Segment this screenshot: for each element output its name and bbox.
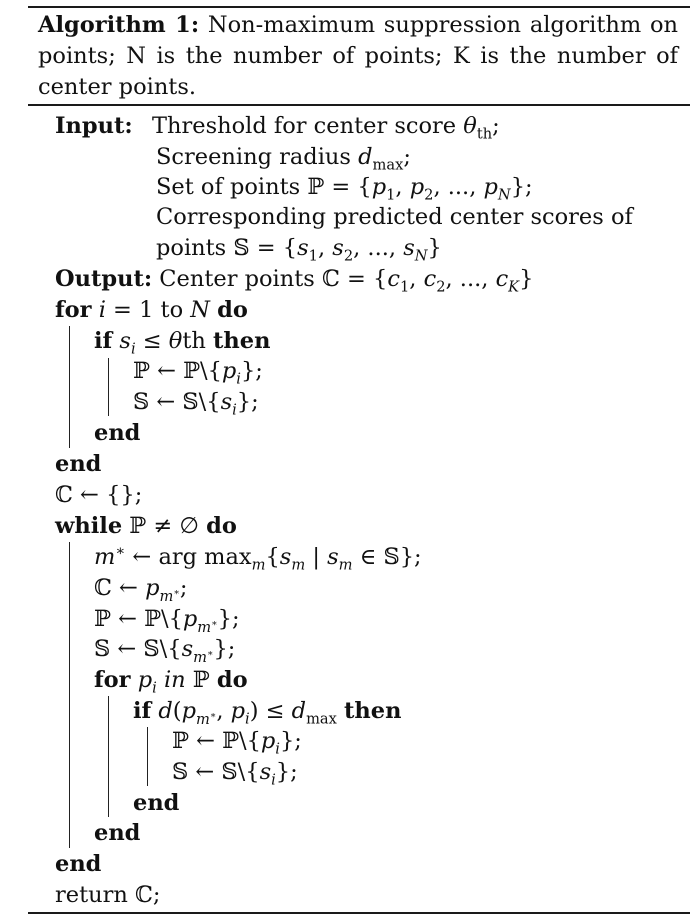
return-line: return ℂ; [55,882,161,908]
input-keyword: Input: [55,113,133,139]
end-if-2: end [133,790,180,816]
end-for-1: end [55,451,102,477]
argmax-line: m∗ ← arg $\max_m\{s_m$ | $s_m$ ∈ 𝕊}; [94,542,422,574]
end-while: end [55,851,102,877]
caption-title: Algorithm 1: [38,12,200,38]
input-radius: Screening radius $d_{max}$; [156,144,411,174]
end-if-1: end [94,420,141,446]
bottom-rule [28,912,690,914]
indent-bar-if-1 [108,358,109,416]
remove-point-2: ℙ ← $ℙ\backslash\{p_i\}$; [172,728,302,758]
indent-bar-if-2 [147,727,148,786]
end-for-2: end [94,820,141,846]
remove-score-1: 𝕊 ← $𝕊\backslash\{s_i\}$; [133,389,259,419]
indent-bar-for-1 [69,326,70,448]
for-line-1: for i = 1 to N do [55,297,248,323]
while-line: while ℙ ≠ ∅ do [55,513,237,539]
input-points: Set of points ℙ = {$p_1$, $p_2$, ..., $p_N$}; [156,174,533,204]
add-center: ℂ ← $p_{m^∗}$; [94,575,188,605]
input-threshold: Threshold for center score $\theta_{th}$; [152,113,500,143]
init-centers: ℂ ← {}; [55,482,143,508]
if-line-2: if $d(p_{m^∗}$, $p_i) \le d_{max}$ then [133,698,402,728]
input-scores-1: Corresponding predicted center scores of [156,204,633,230]
remove-center-point: ℙ ← $ℙ\backslash\{p_{m^∗}\}$; [94,606,240,636]
algorithm-caption [38,10,678,103]
remove-point-1: ℙ ← $ℙ\backslash\{p_i\}$; [133,358,263,388]
input-scores-2: points 𝕊 = {$s_1$, $s_2$, ..., $s_N$} [156,235,442,265]
caption-text: Non-maximum suppression algorithm on points; N is the number of points; K is the number of center points. [38,12,679,100]
indent-bar-for-2 [108,696,109,817]
caption-rule [28,104,690,106]
output-line: Output: Center points ℂ = {$c_1$, $c_2$, ..., $c_K$} [55,266,534,296]
for-line-2: for $p_i$ in ℙ do [94,667,248,697]
remove-score-2: 𝕊 ← $𝕊\backslash\{s_i\}$; [172,759,298,789]
top-rule [28,6,690,8]
if-line-1: if $s_i \le \theta th$ then [94,328,271,358]
remove-center-score: 𝕊 ← $𝕊\backslash\{s_{m^∗}\}$; [94,636,236,666]
indent-bar-while [69,542,70,848]
